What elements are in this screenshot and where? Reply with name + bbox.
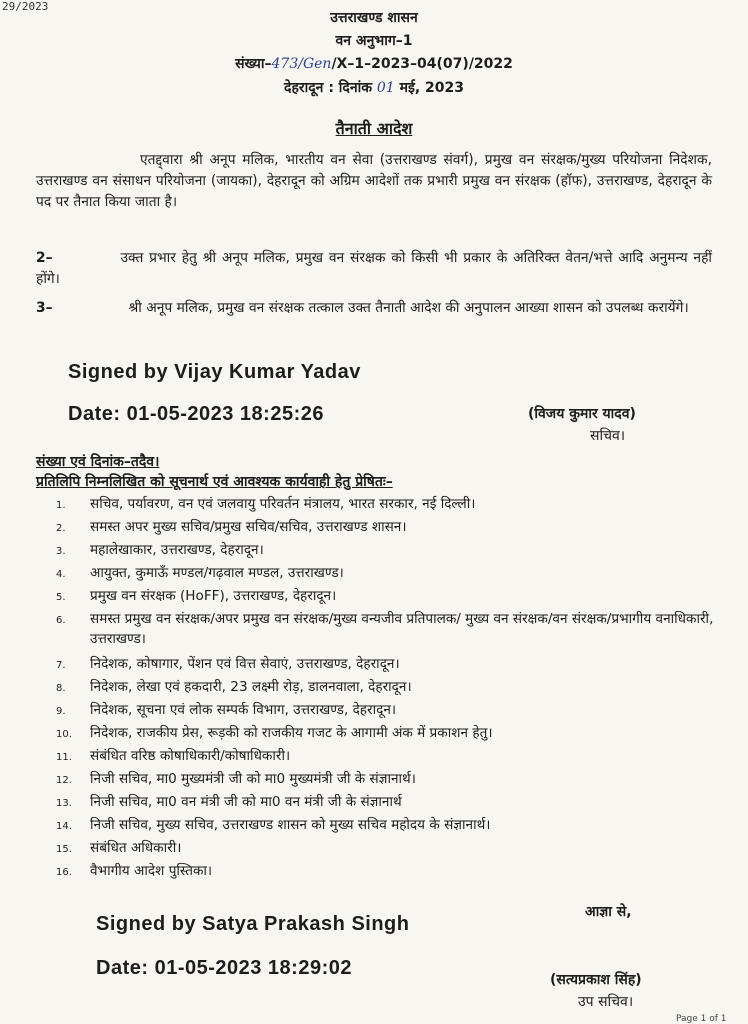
copy-heading: प्रतिलिपि निम्नलिखित को सूचनार्थ एवं आवश्यक कार्यवाही हेतु प्रेषितः–	[36, 474, 393, 490]
copy-list-item-text: समस्त अपर मुख्य सचिव/प्रमुख सचिव/सचिव, उत्तराखण्ड शासन।	[90, 519, 407, 535]
copy-list-item-text: समस्त प्रमुख वन संरक्षक/अपर प्रमुख वन संरक्षक/मुख्य वन्यजीव प्रतिपालक/ मुख्य वन संरक्षक/वन संरक्षक/प्रभागीय वनाधिकारी, उत्तराखण्ड।	[90, 611, 714, 647]
copy-list-item-text: सचिव, पर्यावरण, वन एवं जलवायु परिवर्तन मंत्रालय, भारत सरकार, नई दिल्ली।	[90, 496, 476, 512]
copy-list-item-number: 7.	[56, 660, 66, 671]
paragraph-3-text: श्री अनूप मलिक, प्रमुख वन संरक्षक तत्काल उक्त तैनाती आदेश की अनुपालन आख्या शासन को उपलब्ध करायेंगे।	[128, 300, 689, 316]
copy-number-date: संख्या एवं दिनांक–तदैव।	[36, 454, 160, 470]
letter-number	[0, 54, 748, 73]
document-reference-label: 29/2023	[2, 0, 49, 13]
copy-list-item-number: 4.	[56, 569, 66, 580]
copy-list-item-text: महालेखाकार, उत्तराखण्ड, देहरादून।	[90, 542, 264, 558]
copy-list-item-text: आयुक्त, कुमाऊँ मण्डल/गढ़वाल मण्डल, उत्तराखण्ड।	[90, 565, 344, 581]
copy-list-item-text: प्रमुख वन संरक्षक (HoFF), उत्तराखण्ड, देहरादून।	[90, 588, 337, 604]
copy-list-item-text: निदेशक, लेखा एवं हकदारी, 23 लक्ष्मी रोड़, डालनवाला, देहरादून।	[90, 679, 412, 695]
copy-list-item-text: निजी सचिव, मुख्य सचिव, उत्तराखण्ड शासन को मुख्य सचिव महोदय के संज्ञानार्थ।	[90, 817, 491, 833]
letter-number-prefix: संख्या–	[235, 56, 272, 72]
signatory-1-name: (विजय कुमार यादव)	[528, 406, 636, 422]
copy-list-item-text: निदेशक, कोषागार, पेंशन एवं वित्त सेवाएं, उत्तराखण्ड, देहरादून।	[90, 656, 400, 672]
copy-list-item-text: संबंधित वरिष्ठ कोषाधिकारी/कोषाधिकारी।	[90, 748, 291, 764]
copy-list-item-number: 9.	[56, 706, 66, 717]
paragraph-2	[36, 248, 712, 290]
copy-list-item-number: 14.	[56, 821, 72, 832]
copy-list-item-number: 11.	[56, 752, 72, 763]
date-handwritten: 01	[376, 80, 395, 96]
digital-signature-1: Signed by Vijay Kumar Yadav	[68, 361, 361, 383]
copy-list-item-number: 8.	[56, 683, 66, 694]
government-name: उत्तराखण्ड शासन	[330, 10, 418, 26]
copy-list-item-text: संबंधित अधिकारी।	[90, 840, 182, 856]
paragraph-3-number: 3–	[36, 300, 53, 316]
copy-list-item-number: 16.	[56, 867, 72, 878]
copy-list-item-number: 5.	[56, 592, 66, 603]
copy-list-item-number: 6.	[56, 615, 66, 626]
digital-signature-2-date: Date: 01-05-2023 18:29:02	[96, 957, 352, 979]
copy-list-item-number: 3.	[56, 546, 66, 557]
date-prefix: देहरादून : दिनांक	[284, 80, 372, 96]
copy-list-item-text: निजी सचिव, मा0 वन मंत्री जी को मा0 वन मंत्री जी के संज्ञानार्थ	[90, 794, 402, 810]
signatory-2-designation: उप सचिव।	[578, 994, 634, 1010]
paragraph-2-number: 2–	[36, 250, 53, 266]
copy-list-item-text: वैभागीय आदेश पुस्तिका।	[90, 863, 213, 879]
copy-list-item-text: निदेशक, राजकीय प्रेस, रूड़की को राजकीय गजट के आगामी अंक में प्रकाशन हेतु।	[90, 725, 493, 741]
by-order-text: आज्ञा से,	[585, 904, 632, 920]
copy-list-item-number: 15.	[56, 844, 72, 855]
page-footer: Page 1 of 1	[676, 1014, 727, 1024]
copy-list-item-number: 13.	[56, 798, 72, 809]
digital-signature-1-date: Date: 01-05-2023 18:25:26	[68, 403, 324, 425]
copy-list-item-number: 10.	[56, 729, 72, 740]
copy-list-item-text: निजी सचिव, मा0 मुख्यमंत्री जी को मा0 मुख्यमंत्री जी के संज्ञानार्थ।	[90, 771, 416, 787]
paragraph-1: एतद्द्वारा श्री अनूप मलिक, भारतीय वन सेवा (उत्तराखण्ड संवर्ग), प्रमुख वन संरक्षक/मुख्य परियोजना निदेशक, उत्तराखण्ड वन संसाधन परियोजना (जायका), देहरादून को अग्रिम आदेशों तक प्रभारी प्रमुख वन संरक्षक (हॉफ), उत्तराखण्ड, देहरादून के पद पर तैनात किया जाता है।	[36, 152, 712, 210]
copy-list-item-number: 1.	[56, 500, 66, 511]
order-title: तैनाती आदेश	[335, 119, 413, 138]
digital-signature-2: Signed by Satya Prakash Singh	[96, 913, 410, 935]
paragraph-2-text: उक्त प्रभार हेतु श्री अनूप मलिक, प्रमुख वन संरक्षक को किसी भी प्रकार के अतिरिक्त वेतन/भत्ते आदि अनुमन्य नहीं होंगे।	[36, 250, 712, 287]
letter-number-suffix: /X–1–2023–04(07)/2022	[331, 56, 513, 72]
copy-list-item-number: 2.	[56, 523, 66, 534]
signatory-1-designation: सचिव।	[590, 428, 626, 444]
paragraph-3	[36, 298, 712, 319]
letter-date	[0, 78, 748, 97]
letter-number-handwritten: 473/Gen	[271, 56, 332, 72]
copy-list-item-number: 12.	[56, 775, 72, 786]
date-suffix: मई, 2023	[399, 80, 464, 96]
signatory-2-name: (सत्यप्रकाश सिंह)	[550, 972, 642, 988]
section-name: वन अनुभाग–1	[335, 33, 413, 49]
copy-list-item-text: निदेशक, सूचना एवं लोक सम्पर्क विभाग, उत्तराखण्ड, देहरादून।	[90, 702, 397, 718]
